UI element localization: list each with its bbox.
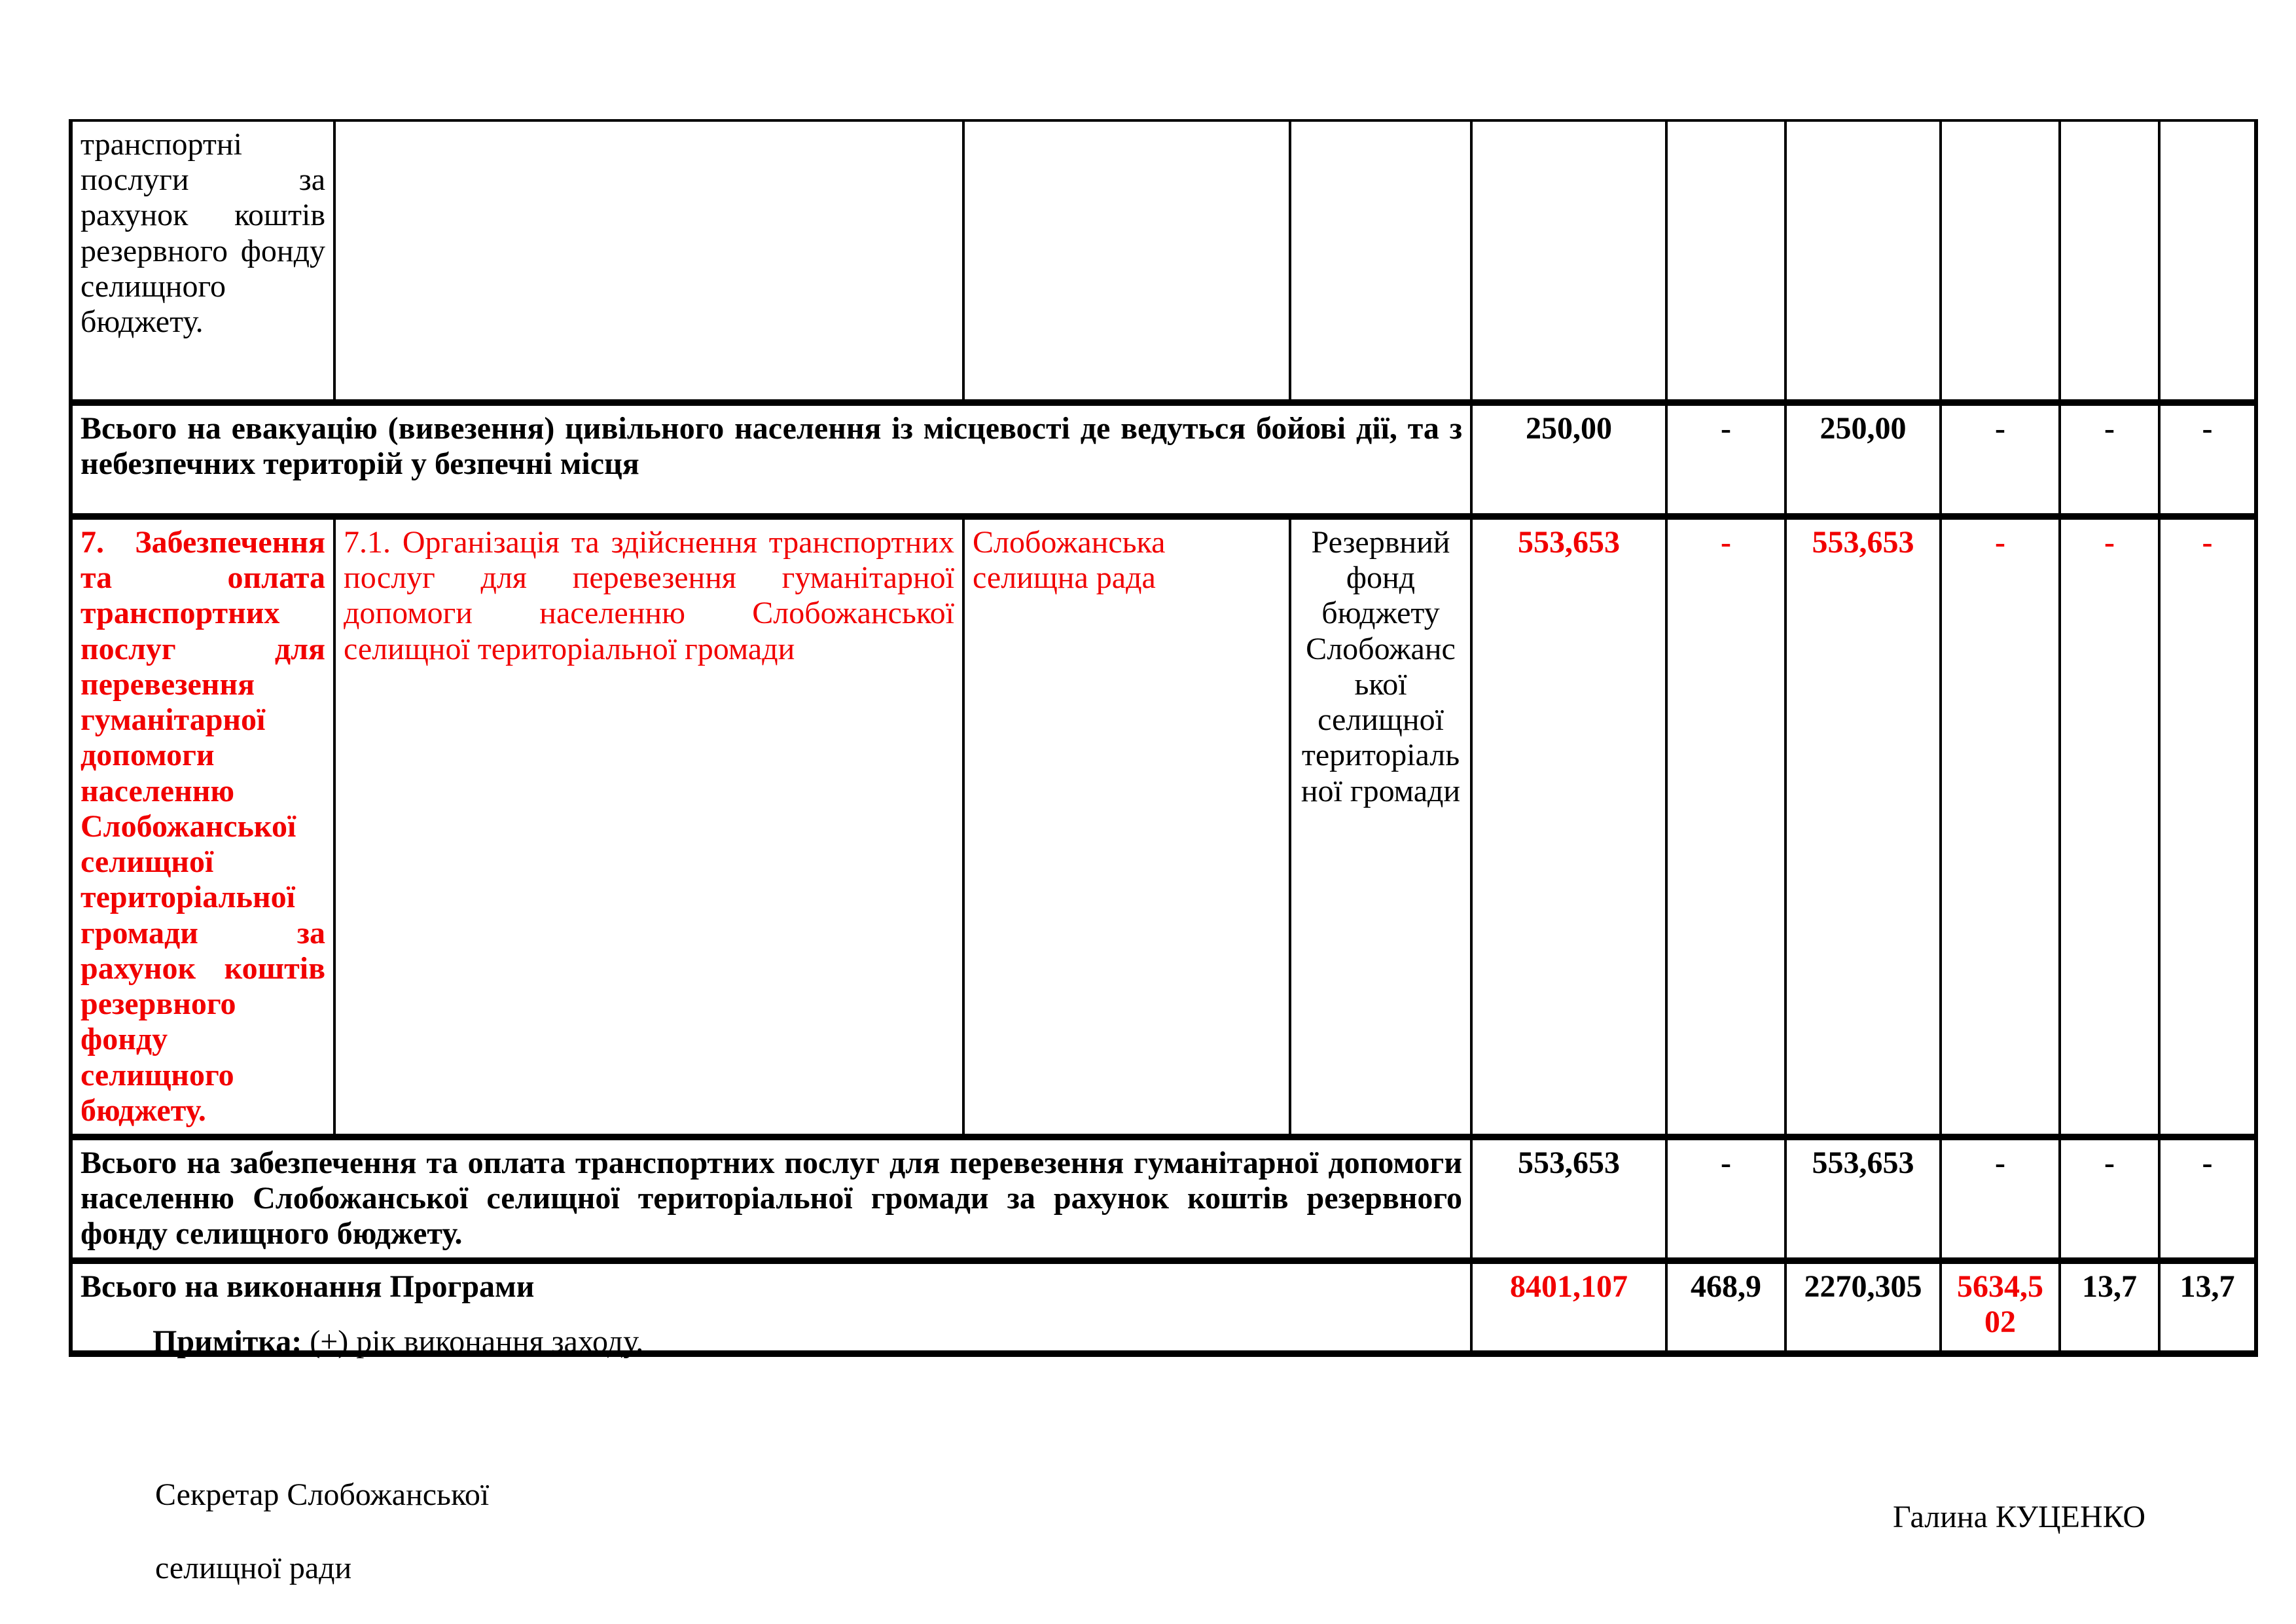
row-total-transport (71, 1137, 2256, 1261)
item7-value: - (1941, 516, 2060, 1137)
signature-role (155, 1458, 489, 1605)
total-program-value: 2270,305 (1785, 1261, 1941, 1354)
signature-name: Галина КУЦЕНКО (1893, 1500, 2146, 1534)
total-evacuation-value: - (2060, 403, 2159, 516)
total-evacuation-value: - (1666, 403, 1785, 516)
row-item-7 (71, 516, 2256, 1137)
total-evacuation-value: - (2159, 403, 2256, 516)
total-program-value: 5634,502 (1941, 1261, 2060, 1354)
total-transport-value: 553,653 (1785, 1137, 1941, 1261)
cell-executor (963, 516, 1290, 1137)
total-program-label: Всього на виконання Програми (71, 1261, 1471, 1354)
cell-funding-source: Резервний фонд бюджету Слобожанської селищної територіальної громади (1290, 516, 1471, 1137)
cell-measure-continuation: транспортні послуги за рахунок коштів резервного фонду селищного бюджету. (71, 120, 334, 403)
total-evacuation-value: 250,00 (1785, 403, 1941, 516)
total-program-value: 468,9 (1666, 1261, 1785, 1354)
total-evacuation-label: Всього на евакуацію (вивезення) цивільного населення із місцевості де ведуться бойові дії, та з небезпечних територій у безпечні місця (71, 403, 1471, 516)
total-program-value: 13,7 (2060, 1261, 2159, 1354)
total-evacuation-value: - (1941, 403, 2060, 516)
total-evacuation-value: 250,00 (1471, 403, 1666, 516)
item7-value: 553,653 (1471, 516, 1666, 1137)
total-transport-value: - (2060, 1137, 2159, 1261)
cell-empty (1666, 120, 1785, 403)
footnote-label: Примітка: (152, 1324, 302, 1359)
executor-text: Слобожанська селищна рада (973, 525, 1166, 596)
cell-empty (1290, 120, 1471, 403)
cell-empty (1785, 120, 1941, 403)
item7-value: 553,653 (1785, 516, 1941, 1137)
cell-empty (1941, 120, 2060, 403)
total-transport-value: - (1666, 1137, 1785, 1261)
cell-measure-name: 7. Забезпечення та оплата транспортних послуг для перевезення гуманітарної допомоги населенню Слобожанської селищної територіальної громади за рахунок коштів резервного фонду селищного бюджету. (71, 516, 334, 1137)
row-total-evacuation (71, 403, 2256, 516)
cell-empty (2060, 120, 2159, 403)
total-program-value: 8401,107 (1471, 1261, 1666, 1354)
cell-empty (334, 120, 963, 403)
cell-empty (963, 120, 1290, 403)
signature-role-line2: селищної ради (155, 1551, 352, 1585)
total-transport-label: Всього на забезпечення та оплата транспортних послуг для перевезення гуманітарної допомоги населенню Слобожанської селищної територіальної громади за рахунок коштів резервного фонду селищного бюджету. (71, 1137, 1471, 1261)
signature-role-line1: Секретар Слобожанської (155, 1477, 490, 1512)
total-transport-value: - (1941, 1137, 2060, 1261)
cell-substep: 7.1. Організація та здійснення транспортних послуг для перевезення гуманітарної допомоги населенню Слобожанської селищної територіальної громади (334, 516, 963, 1137)
program-measures-table (69, 119, 2258, 1357)
item7-value: - (1666, 516, 1785, 1137)
cell-empty (2159, 120, 2256, 403)
total-program-value: 13,7 (2159, 1261, 2256, 1354)
item7-value: - (2060, 516, 2159, 1137)
cell-empty (1471, 120, 1666, 403)
footnote (152, 1324, 643, 1360)
total-transport-value: - (2159, 1137, 2256, 1261)
footnote-text: (+) рік виконання заходу. (310, 1324, 644, 1359)
row-carryover (71, 120, 2256, 403)
total-transport-value: 553,653 (1471, 1137, 1666, 1261)
item7-value: - (2159, 516, 2256, 1137)
